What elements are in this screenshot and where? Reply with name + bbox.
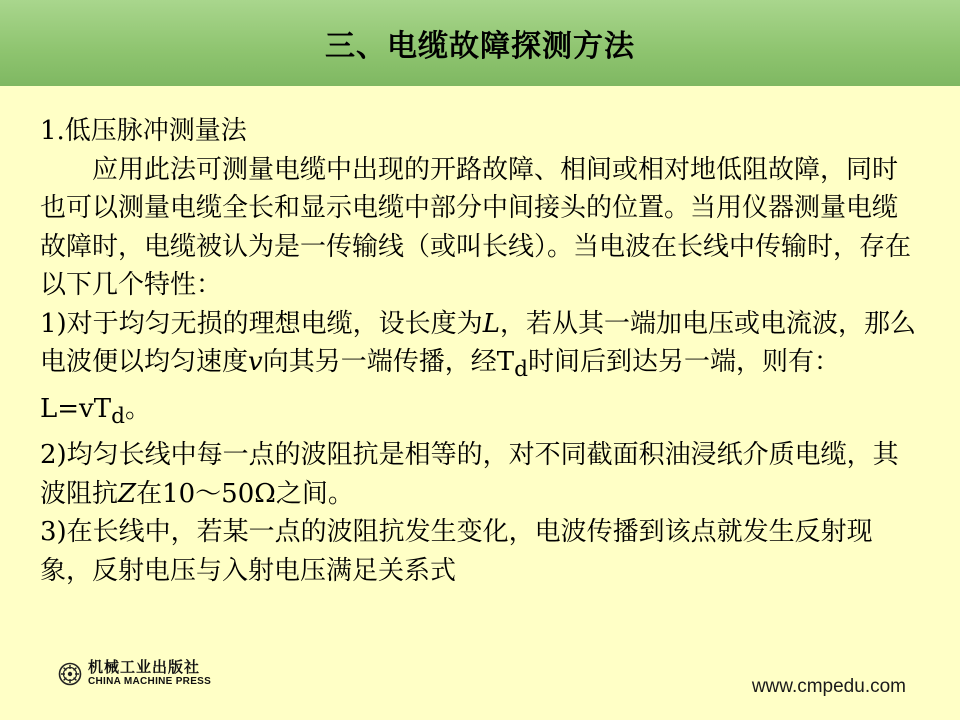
slide-content [40,112,920,590]
list-item-3: 3)在长线中，若某一点的波阻抗发生变化，电波传播到该点就发生反射现象，反射电压与入射电压满足关系式 [40,517,873,586]
paragraph-intro: 应用此法可测量电缆中出现的开路故障、相间或相对地低阻故障，同时也可以测量电缆全长和显示电缆中部分中间接头的位置。当用仪器测量电缆故障时，电缆被认为是一传输线（或叫长线）。当电波在长线中传输时，存在以下几个特性： [40,154,912,300]
publisher-name-en: CHINA MACHINE PRESS [88,676,212,687]
section-heading: 1.低压脉冲测量法 [40,116,247,146]
title-bar [0,0,960,86]
gear-logo-icon [58,662,82,686]
publisher-name-cn: 机械工业出版社 [88,658,201,676]
subscript-d: d [111,403,125,429]
variable-v: v [248,347,263,377]
variable-z: Z [118,478,137,509]
variable-l: L [482,308,500,339]
publisher-logo [58,660,211,687]
subscript-d: d [514,357,528,383]
slide-title: 三、电缆故障探测方法 [325,29,635,64]
list-item-1: 1)对于均匀无损的理想电缆，设长度为L，若从其一端加电压或电流波，那么电波便以均匀速度v向其另一端传播，经$T_d$时间后到达另一端，则有：$L=vT_d$。 [40,308,916,429]
website-url: www.cmpedu.com [751,676,906,697]
list-item-2: 2)均匀长线中每一点的波阻抗是相等的，对不同截面积油浸纸介质电缆，其波阻抗Z在10～50Ω之间。 [40,440,899,509]
